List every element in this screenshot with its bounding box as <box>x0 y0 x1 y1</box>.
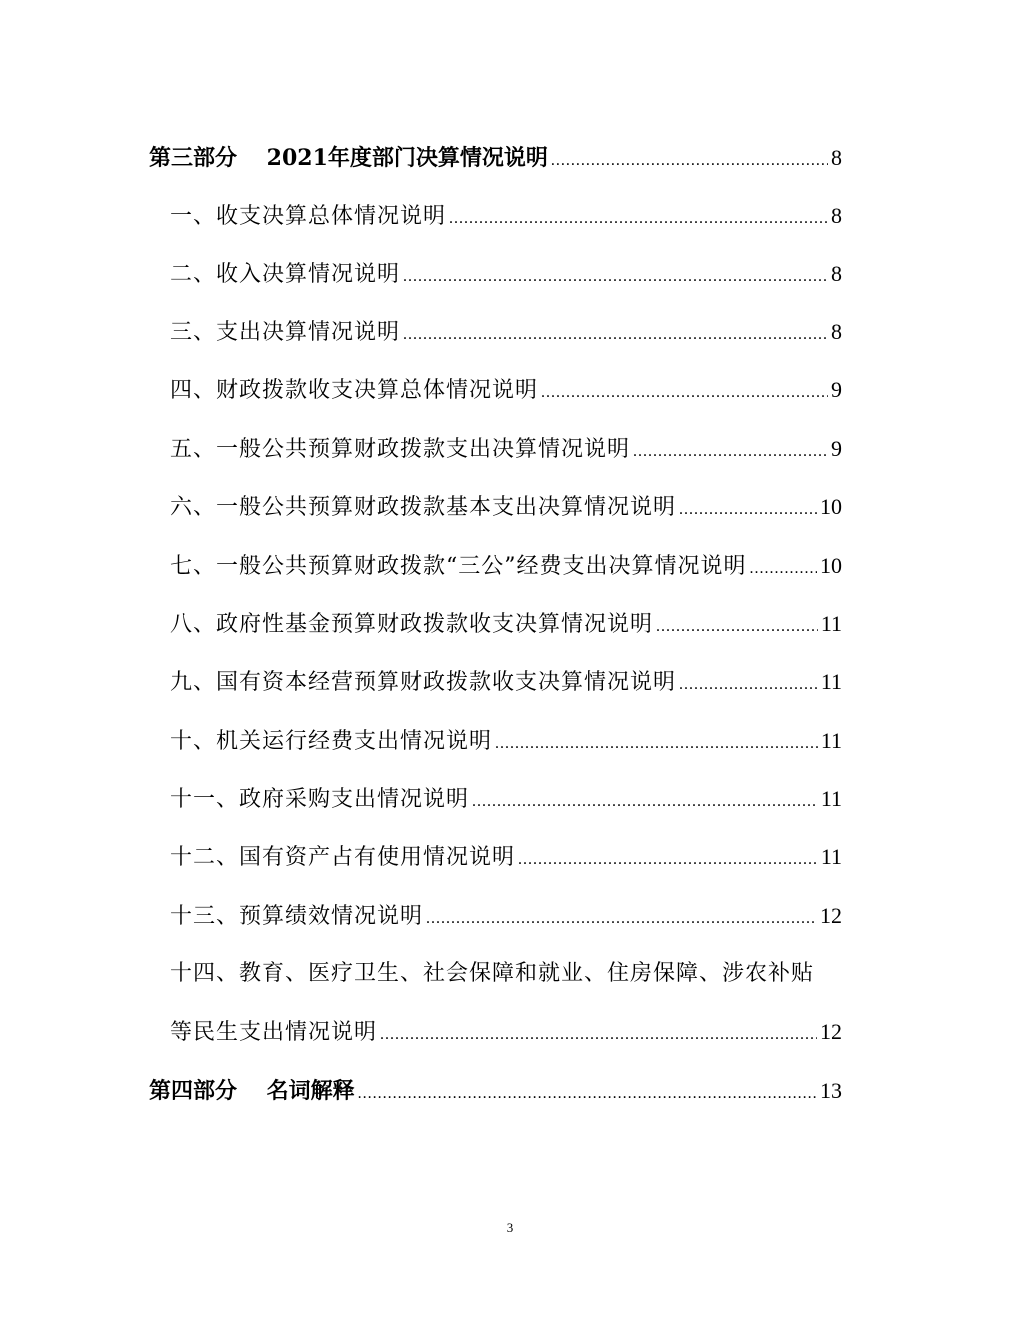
toc-page-number: 11 <box>820 669 842 694</box>
toc-page-number: 13 <box>820 1078 842 1103</box>
toc-section-14[interactable] <box>170 1014 842 1050</box>
toc-entry-title: 一、收支决算总体情况说明 <box>170 204 447 229</box>
toc-section-8[interactable] <box>170 606 842 642</box>
toc-section-3[interactable] <box>170 314 842 350</box>
dot-leader <box>633 434 828 470</box>
dot-leader <box>426 901 817 937</box>
toc-entry-title: 十三、预算绩效情况说明 <box>170 904 424 929</box>
dot-leader <box>551 143 828 179</box>
toc-page-number: 8 <box>831 319 842 344</box>
toc-entry-title: 十二、国有资产占有使用情况说明 <box>170 845 516 870</box>
toc-entry-title: 四、财政拨款收支决算总体情况说明 <box>170 378 539 403</box>
toc-entry-title: 五、一般公共预算财政拨款支出决算情况说明 <box>170 437 631 462</box>
toc-entry-title: 三、支出决算情况说明 <box>170 320 401 345</box>
toc-page-number: 8 <box>831 203 842 228</box>
dot-leader <box>403 259 828 295</box>
toc-part-3[interactable] <box>149 140 842 176</box>
toc-page-number: 8 <box>831 145 842 170</box>
dot-leader <box>679 492 817 528</box>
toc-page-number: 11 <box>820 844 842 869</box>
page-number: 3 <box>506 1220 514 1235</box>
toc-entry-title: 等民生支出情况说明 <box>170 1020 378 1045</box>
toc-section-5[interactable] <box>170 431 842 467</box>
toc-entry-title: 七、一般公共预算财政拨款“三公”经费支出决算情况说明 <box>170 554 747 579</box>
dot-leader <box>518 842 818 878</box>
toc-entry-title: 二、收入决算情况说明 <box>170 262 401 287</box>
dot-leader <box>679 667 818 703</box>
dot-leader <box>656 609 818 645</box>
dot-leader <box>403 317 828 353</box>
dot-leader <box>750 551 818 587</box>
toc-page-number: 11 <box>820 611 842 636</box>
toc-section-4[interactable] <box>170 372 842 408</box>
toc-page-number: 10 <box>820 553 842 578</box>
toc-entry-title: 第四部分 名词解释 <box>149 1078 355 1104</box>
dot-leader <box>358 1076 817 1112</box>
dot-leader <box>449 201 828 237</box>
toc-section-12[interactable] <box>170 839 842 875</box>
toc-section-11[interactable] <box>170 781 842 817</box>
toc-page-number: 10 <box>820 494 842 519</box>
toc-page-number: 9 <box>831 436 842 461</box>
toc-section-13[interactable] <box>170 898 842 934</box>
toc-section-7[interactable] <box>170 548 842 584</box>
toc-section-1[interactable] <box>170 198 842 234</box>
toc-part-4[interactable] <box>149 1073 842 1109</box>
toc-entry-title: 第三部分 2021年度部门决算情况说明 <box>149 145 548 171</box>
toc-section-6[interactable] <box>170 489 842 525</box>
toc-entry-title: 九、国有资本经营预算财政拨款收支决算情况说明 <box>170 670 677 695</box>
dot-leader <box>380 1017 817 1053</box>
dot-leader <box>495 726 818 762</box>
toc-page-number: 11 <box>820 728 842 753</box>
toc-section-10[interactable] <box>170 723 842 759</box>
toc-page-number: 12 <box>820 1019 842 1044</box>
toc-entry-title: 十一、政府采购支出情况说明 <box>170 787 470 812</box>
toc-page-number: 12 <box>820 903 842 928</box>
toc-entry-title: 八、政府性基金预算财政拨款收支决算情况说明 <box>170 612 654 637</box>
toc-entry-title: 十、机关运行经费支出情况说明 <box>170 729 493 754</box>
toc-section-2[interactable] <box>170 256 842 292</box>
dot-leader <box>472 784 818 820</box>
toc-page-number: 9 <box>831 377 842 402</box>
toc-section-9[interactable] <box>170 664 842 700</box>
toc-entry-title: 六、一般公共预算财政拨款基本支出决算情况说明 <box>170 495 677 520</box>
toc-page-number: 11 <box>820 786 842 811</box>
toc-page-number: 8 <box>831 261 842 286</box>
toc-section-14-line1[interactable]: 十四、教育、医疗卫生、社会保障和就业、住房保障、涉农补贴 <box>170 961 815 986</box>
dot-leader <box>541 375 828 411</box>
